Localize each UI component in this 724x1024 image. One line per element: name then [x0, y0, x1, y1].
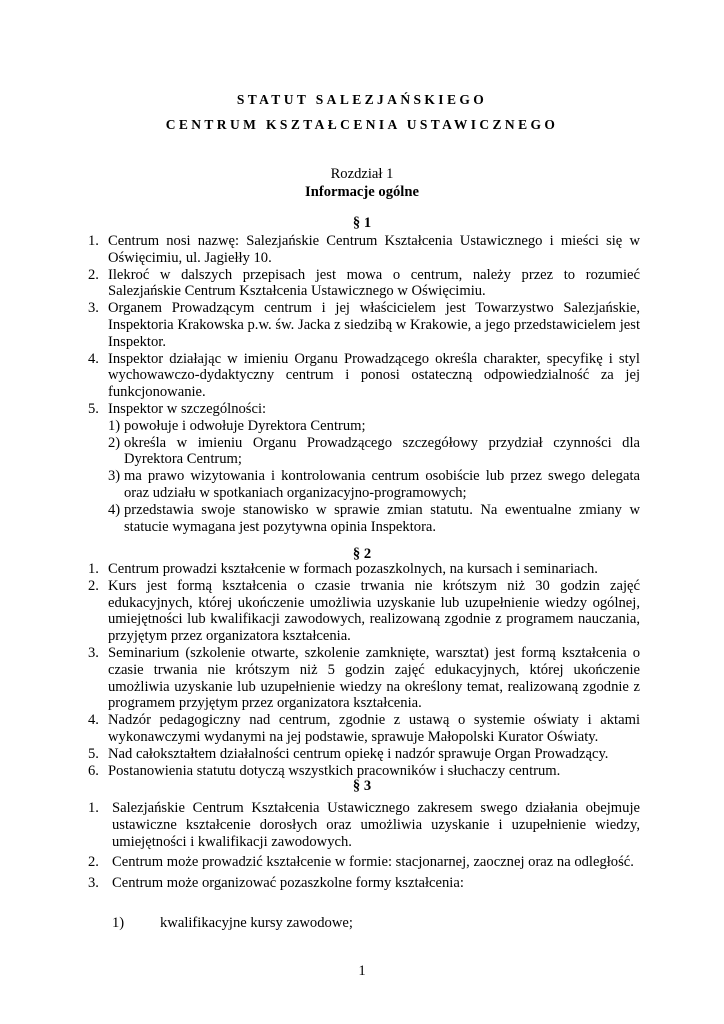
chapter-label: Rozdział 1 — [330, 166, 394, 182]
list-item: 4. Nadzór pedagogiczny nad centrum, zgodnie z ustawą o systemie oświaty i aktami wykonawczymi wydanymi na jej podstawie, sprawuje Małopolski Kurator Oświaty. — [88, 712, 640, 745]
list-item: 2. Kurs jest formą kształcenia o czasie trwania nie krótszym niż 30 godzin zajęć edukacyjnych, której ukończenie umożliwia uzyskanie lub uzupełnienie wiedzy ogólnej, umiejętności lub kwalifikacji zawodowych, realizowaną zgodnie z programem nauczania, przyjętym przez organizatora kształcenia. — [88, 577, 640, 645]
list-item: 2. Centrum może prowadzić kształcenie w formie: stacjonarnej, zaocznej oraz na odległość. — [88, 854, 634, 871]
section-1-list — [88, 233, 640, 535]
list-item: 5. Inspektor w szczególności: — [88, 400, 267, 417]
sub-list-number: 1) — [112, 915, 125, 931]
section-2-heading: § 2 — [352, 546, 372, 562]
list-item: 1. Centrum nosi nazwę: Salezjańskie Centrum Kształcenia Ustawicznego i mieści się w Oświęcimiu, ul. Jagiełły 10. — [88, 233, 640, 266]
section-1-heading: § 1 — [352, 215, 372, 231]
page-number: 1 — [358, 963, 366, 979]
document-title-line1: STATUT SALEZJAŃSKIEGO — [236, 92, 488, 107]
list-item: 1. Centrum prowadzi kształcenie w formach pozaszkolnych, na kursach i seminariach. — [88, 561, 598, 577]
list-item: 5. Nad całokształtem działalności centrum opiekę i nadzór sprawuje Organ Prowadzący. — [88, 745, 609, 762]
list-item: 3. Seminarium (szkolenie otwarte, szkolenie zamknięte, warsztat) jest formą kształcenia o czasie trwania nie krótszym niż 5 godzin zajęć edukacyjnych, której ukończenie umożliwia uzyskanie lub uzupełnienie wiedzy na określony temat, realizowaną zgodnie z programem przyjętym przez organizatora kształcenia. — [88, 644, 640, 712]
list-item: 3. Organem Prowadzącym centrum i jej właścicielem jest Towarzystwo Salezjańskie, Inspektoria Krakowska p.w. św. Jacka z siedzibą w Krakowie, a jego przedstawicielem jest Inspektor. — [88, 300, 640, 350]
list-item: 4. Inspektor działając w imieniu Organu Prowadzącego określa charakter, specyfikę i styl wychowawczo-dydaktyczny centrum i ponosi ostateczną odpowiedzialność za jej funkcjonowanie. — [88, 350, 640, 401]
list-item: 3. Centrum może organizować pozaszkolne formy kształcenia: — [88, 875, 464, 892]
document-title-line2: CENTRUM KSZTAŁCENIA USTAWICZNEGO — [165, 117, 559, 132]
sub-list-item: 3) ma prawo wizytowania i kontrolowania centrum osobiście lub przez swego delegata oraz udziału w spotkaniach organizacyjno-programowych; — [108, 468, 640, 501]
sub-list-item: 1) powołuje i odwołuje Dyrektora Centrum; — [108, 417, 366, 434]
list-item: 2. Ilekroć w dalszych przepisach jest mowa o centrum, należy przez to rozumieć Salezjańskie Centrum Kształcenia Ustawicznego w Oświęcimiu. — [88, 266, 640, 300]
sub-list-item: 2) określa w imieniu Organu Prowadzącego szczegółowy przydział czynności dla Dyrektora Centrum; — [108, 434, 640, 468]
sub-list-item: 4) przedstawia swoje stanowisko w sprawie zmian statutu. Na ewentualne zmiany w statucie wymagana jest pozytywna opinia Inspektora. — [108, 501, 640, 535]
chapter-name: Informacje ogólne — [305, 184, 419, 200]
section-3-list — [88, 800, 640, 892]
sub-list-text: kwalifikacyjne kursy zawodowe; — [160, 915, 353, 931]
list-item: 6. Postanowienia statutu dotyczą wszystkich pracowników i słuchaczy centrum. — [88, 762, 561, 779]
section-3-heading: § 3 — [352, 778, 372, 794]
section-2-list — [88, 561, 640, 779]
list-item: 1. Salezjańskie Centrum Kształcenia Ustawicznego zakresem swego działania obejmuje ustawiczne kształcenie dorosłych oraz umożliwia uzyskanie i uzupełnienie wiedzy, umiejętności i kwalifikacji zawodowych. — [88, 800, 640, 850]
